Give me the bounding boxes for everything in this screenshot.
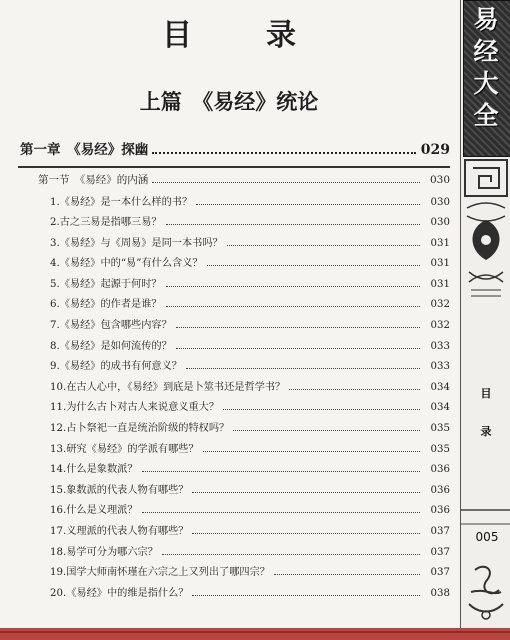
toc-question-entry[interactable] [18, 316, 450, 337]
dot-leader [233, 430, 420, 431]
toc-question-text: 3.《易经》与《周易》是同一本书吗？ [50, 237, 223, 249]
dot-leader [152, 182, 420, 183]
toc-question-text: 11.为什么古卜对古人来说意义重大？ [50, 402, 220, 414]
toc-question-entry[interactable] [18, 460, 450, 481]
toc-question-text: 8.《易经》是如何流传的？ [50, 340, 172, 352]
toc-question-entry[interactable] [18, 193, 450, 214]
dot-leader [142, 512, 420, 513]
toc-question-page: 035 [430, 443, 450, 455]
toc-section-text: 第一节 《易经》的内涵 [38, 173, 149, 186]
toc-question-text: 12.占卜祭祀一直是统治阶级的特权吗？ [50, 423, 230, 435]
toc-question-list [18, 193, 450, 605]
dot-leader [176, 348, 420, 349]
toc-question-entry[interactable] [18, 481, 450, 502]
toc-question-page: 031 [430, 237, 450, 249]
part-title: 上篇 《易经》统论 [139, 89, 319, 114]
dot-leader [274, 574, 420, 575]
dot-leader [162, 554, 420, 555]
dot-leader [223, 409, 420, 410]
toc-section-entry[interactable] [18, 172, 450, 193]
toc-question-text: 2.古之三易是指哪三易？ [50, 217, 162, 229]
dot-leader [196, 204, 420, 205]
toc-question-page: 030 [430, 217, 450, 229]
toc-question-text: 6.《易经》的作者是谁？ [50, 299, 162, 311]
toc-question-page: 033 [430, 340, 450, 352]
toc-question-entry[interactable] [18, 440, 450, 461]
dot-leader [166, 224, 420, 225]
page-number: 005 [475, 530, 499, 544]
toc-question-text: 18.易学可分为哪六宗？ [50, 546, 158, 558]
toc-question-entry[interactable] [18, 275, 450, 296]
toc-section-page: 030 [429, 173, 450, 186]
toc-question-text: 9.《易经》的成书有何意义？ [50, 361, 182, 373]
toc-question-text: 16.什么是义理派？ [50, 505, 138, 517]
chapter-divider [18, 166, 450, 168]
dot-leader [203, 451, 420, 452]
toc-question-text: 1.《易经》是一本什么样的书？ [50, 196, 193, 208]
toc-chapter-text: 第一章 《易经》探幽 [20, 142, 149, 158]
toc-question-text: 15.象数派的代表人物有哪些？ [50, 484, 189, 496]
toc-question-text: 14.什么是象数派？ [50, 464, 138, 476]
toc-question-text: 20.《易经》中的维是指什么？ [50, 587, 189, 599]
toc-question-entry[interactable] [18, 213, 450, 234]
toc-question-text: 7.《易经》包含哪些内容？ [50, 320, 172, 332]
toc-question-page: 037 [430, 546, 450, 558]
toc-question-page: 034 [430, 402, 450, 414]
toc-question-entry[interactable] [18, 584, 450, 605]
toc-question-page: 030 [430, 196, 450, 208]
toc-question-page: 038 [430, 587, 450, 599]
toc-question-entry[interactable] [18, 295, 450, 316]
toc-chapter-page: 029 [420, 142, 450, 158]
toc-question-entry[interactable] [18, 543, 450, 564]
dot-leader [192, 533, 420, 534]
dot-leader [166, 306, 420, 307]
toc-question-text: 4.《易经》中的“易”有什么含义？ [50, 258, 203, 270]
dot-leader [289, 389, 420, 390]
dot-leader [166, 286, 420, 287]
toc-question-text: 10.在古人心中，《易经》到底是卜筮书还是哲学书？ [50, 381, 286, 393]
toc-question-page: 037 [430, 526, 450, 537]
toc-question-page: 031 [430, 278, 450, 290]
bottom-border [0, 628, 510, 640]
table-of-contents [18, 138, 450, 604]
toc-question-page: 035 [430, 423, 450, 435]
book-title: 易 经 大 全 [473, 5, 499, 130]
toc-question-entry[interactable] [18, 501, 450, 522]
toc-question-page: 037 [430, 567, 450, 579]
toc-question-page: 033 [430, 361, 450, 373]
toc-question-entry[interactable] [18, 337, 450, 358]
section-label: 目 录 [480, 387, 492, 438]
toc-question-text: 5.《易经》起源于何时？ [50, 278, 162, 290]
dot-leader [192, 492, 420, 493]
toc-question-entry[interactable] [18, 563, 450, 584]
toc-question-entry[interactable] [18, 419, 450, 440]
dot-leader [186, 368, 420, 369]
toc-question-page: 036 [430, 484, 450, 496]
toc-question-entry[interactable] [18, 398, 450, 419]
dot-leader [142, 471, 420, 472]
dot-leader [192, 595, 420, 596]
toc-question-entry[interactable] [18, 522, 450, 543]
toc-question-page: 036 [430, 505, 450, 517]
toc-question-text: 19.国学大师南怀瑾在六宗之上又列出了哪四宗？ [50, 567, 270, 579]
dot-leader [152, 152, 416, 154]
toc-question-page: 031 [430, 258, 450, 270]
toc-question-page: 034 [430, 381, 450, 393]
page-title: 目 录 [162, 18, 318, 53]
toc-question-entry[interactable] [18, 234, 450, 255]
toc-question-page: 036 [430, 464, 450, 476]
toc-question-entry[interactable] [18, 254, 450, 275]
toc-question-page: 032 [430, 320, 450, 332]
toc-question-entry[interactable] [18, 357, 450, 378]
toc-chapter-entry[interactable] [18, 138, 450, 164]
toc-question-text: 13.研究《易经》的学派有哪些？ [50, 443, 199, 455]
toc-question-page: 032 [430, 299, 450, 311]
toc-question-text: 17.义理派的代表人物有哪些？ [50, 526, 189, 537]
dot-leader [207, 265, 420, 266]
toc-question-entry[interactable] [18, 378, 450, 399]
dot-leader [227, 245, 420, 246]
dot-leader [176, 327, 420, 328]
